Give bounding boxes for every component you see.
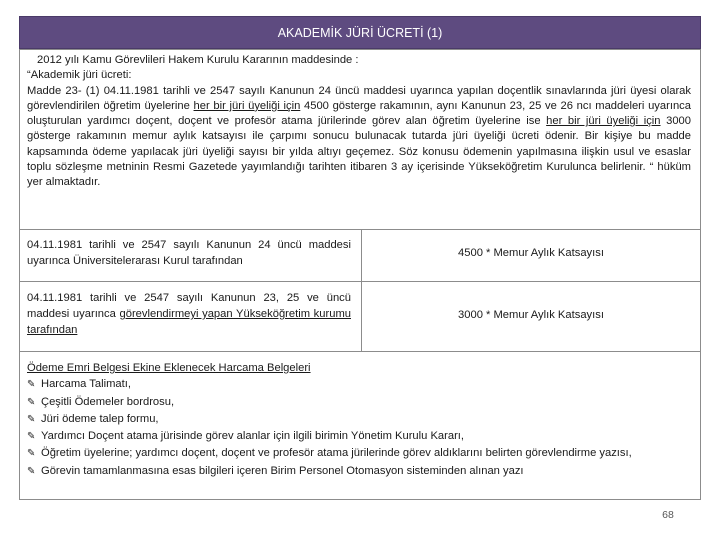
page-number: 68 <box>662 509 674 521</box>
list-item-text: Yardımcı Doçent atama jürisinde görev alanlar için ilgili birimin Yönetim Kurulu Kararı, <box>41 430 465 443</box>
list-item <box>27 394 691 411</box>
list-item-text: Harcama Talimatı, <box>41 378 131 391</box>
pen-bullet-icon: ✎ <box>27 413 36 425</box>
intro-line-1: 2012 yılı Kamu Görevlileri Hakem Kurulu Kararının maddesinde : <box>37 54 359 66</box>
list-item-text: Öğretim üyelerine; yardımcı doçent, doçent ve profesör atama jürilerinde görev aldıklarını belirten görevlendirme yazısı, <box>41 447 632 460</box>
slide-title: AKADEMİK JÜRİ ÜCRETİ (1) <box>277 25 443 40</box>
row-2-left-underlined: görevlendirmeyi yapan Yükseköğretim kurumu tarafından <box>27 308 351 336</box>
table-row-1-right: 4500 * Memur Aylık Katsayısı <box>458 247 604 259</box>
article-underlined-2: her bir jüri üyeliği için <box>546 115 661 128</box>
article-text-part-2: 4500 gösterge rakamının, aynı Kanunun 23, 25 ve 26 ncı maddeleri uyarınca oluşturulan yardımcı doçent, doçent ve profesör atama jürilerinde görev alan öğretim üyelerine ise <box>27 99 691 128</box>
document-list <box>27 360 691 480</box>
row-2-left-text: 04.11.1981 tarihli ve 2547 sayılı Kanunun 23, 25 ve üncü maddesi uyarınca <box>27 292 351 320</box>
table-row-1-left: 04.11.1981 tarihli ve 2547 sayılı Kanunun 24 üncü maddesi uyarınca Üniversitelerarası Kurul tarafından <box>27 239 351 267</box>
table-row-divider <box>19 281 701 282</box>
list-item-text: Görevin tamamlanmasına esas bilgileri içeren Birim Personel Otomasyon sisteminden alınan yazı <box>41 464 524 477</box>
table-row-2-right: 3000 * Memur Aylık Katsayısı <box>458 309 604 321</box>
intro-article-text <box>27 84 691 191</box>
list-item <box>27 428 691 445</box>
intro-line-2: “Akademik jüri ücreti: <box>27 69 132 82</box>
document-list-heading: Ödeme Emri Belgesi Ekine Eklenecek Harcama Belgeleri <box>27 362 311 374</box>
article-text-part-1: Madde 23- (1) 04.11.1981 tarihli ve 2547 sayılı Kanunun 24 üncü maddesi uyarınca yapılan doçentlik sınavlarında jüri üyesi olarak görevlendirilen öğretim üyelerine <box>27 84 691 112</box>
list-item <box>27 463 691 480</box>
list-item <box>27 411 691 428</box>
intro-paragraph <box>27 53 691 191</box>
slide-title-bar <box>19 16 701 49</box>
pen-bullet-icon: ✎ <box>27 379 36 391</box>
article-text-part-3: 3000 gösterge rakamının memur aylık katsayısı ile çarpımı sonucu bulunacak tutarda jüri üyeliği ücreti ödenir. Bir kişiye bu madde kapsamında ödeme yapılacak jüri üyeliği sayısı bir yılda altıyı geçemez. Söz konusu ödemenin yapılmasına ilişkin usul ve esaslar toplu sözleşme metninin Resmi Gazetede yayımlandığı tarihten itibaren 3 ay içerisinde Yükseköğretim Kurulunca belirlenir. “ hüküm yer almaktadır. <box>27 115 691 189</box>
pen-bullet-icon: ✎ <box>27 465 36 477</box>
list-item <box>27 445 691 462</box>
pen-bullet-icon: ✎ <box>27 396 36 408</box>
article-underlined-1: her bir jüri üyeliği için <box>193 99 301 112</box>
pen-bullet-icon: ✎ <box>27 431 36 443</box>
table-bottom-border <box>19 351 701 352</box>
table-top-border <box>19 229 701 230</box>
list-item <box>27 376 691 393</box>
list-item-text: Çeşitli Ödemeler bordrosu, <box>41 395 175 408</box>
table-row-2-left <box>27 290 351 338</box>
list-item-text: Jüri ödeme talep formu, <box>41 412 159 425</box>
pen-bullet-icon: ✎ <box>27 448 36 460</box>
